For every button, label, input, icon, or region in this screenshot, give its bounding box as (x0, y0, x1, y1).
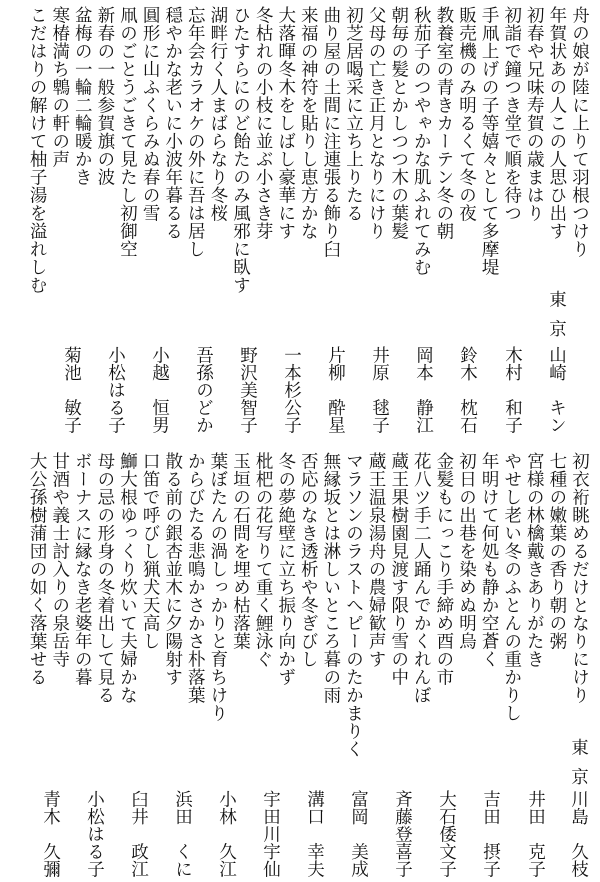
author-name: 宇田川宇仙 (260, 790, 281, 878)
author-name: 鈴木 枕石 (457, 346, 478, 434)
author-name: 大石倭文子 (436, 790, 457, 878)
haiku-line: 凧のごとうごきて見たし初御空 (117, 6, 138, 258)
haiku-line: 母の忌の形身の冬着出して見る (94, 452, 115, 704)
haiku-line: からびたる悲鳴かさかさ朴落葉 (185, 452, 206, 704)
haiku-line: 玉垣の石問を埋め枯落葉 (230, 452, 251, 650)
author-name: 青木 久彌 (40, 790, 61, 878)
haiku-line: 大落暉冬木をしばし豪華にす (275, 6, 296, 240)
haiku-line: 無縁坂とは淋しいところ暮の雨 (320, 452, 341, 704)
author-name: 山崎 キン (546, 346, 567, 434)
haiku-line: 朝毎の髪とかしつつ木の葉髪 (388, 6, 409, 240)
haiku-line: 忘年会カラオケの外に吾は居し (185, 6, 206, 258)
author-name: 小林 久江 (216, 790, 237, 878)
haiku-line: 初日の出巷を染めぬ明烏 (456, 452, 477, 650)
haiku-line: 圓形に山ふくらみぬ春の雪 (140, 6, 161, 222)
haiku-line: 初芝居喝采に立ち上りたる (343, 6, 364, 222)
author-name: 富岡 美成 (348, 790, 369, 878)
author-name: 小越 恒男 (149, 346, 170, 434)
haiku-line: 教養室の青きカーテン冬の朝 (433, 6, 454, 240)
haiku-line: 冬の夢絶壁に立ち振り向かず (275, 452, 296, 686)
haiku-line: 寒椿満ち鵯の軒の声 (49, 6, 70, 168)
haiku-line: 大公孫樹蒲団の如く落葉せる (27, 452, 48, 686)
haiku-line: 散る前の銀杏並木に夕陽射す (162, 452, 183, 686)
author-name: 井田 克子 (525, 790, 546, 878)
haiku-line: 七種の嫩葉の香り朝の粥 (546, 452, 567, 650)
author-name: 斉藤登喜子 (392, 790, 413, 878)
haiku-line: 秋茄子のつやゃかな肌ふれてみむ (411, 6, 432, 276)
haiku-line: 初詣で鐘つき堂で順を待つ (501, 6, 522, 222)
author-name: 菊池 敏子 (61, 346, 82, 434)
haiku-line: 舟の娘が陸に上りて羽根つけり (569, 6, 590, 258)
author-name: 一本杉公子 (281, 346, 302, 434)
author-name: 吉田 摂子 (480, 790, 501, 878)
haiku-line: 年賀状あの人この人思ひ出す (546, 6, 567, 240)
haiku-line: 年明けて何処も静か空蒼く (479, 452, 500, 668)
haiku-line: 鰤大根ゆっくり炊いて夫婦かな (117, 452, 138, 704)
haiku-line: ボーナスに縁なき老婆年の暮 (72, 452, 93, 686)
haiku-line: こだはりの解けて柚子湯を溢れしむ (27, 6, 48, 294)
haiku-line: 口笛で呼びし猟犬天高し (140, 452, 161, 650)
haiku-line: 初衣裄眺めるだけとなりにけり (569, 452, 590, 704)
author-name: 溝口 幸夫 (304, 790, 325, 878)
haiku-line: 新春の一般参賀旗の波 (94, 6, 115, 186)
haiku-line: 蔵王温泉湯舟の農婦歓声す (366, 452, 387, 668)
author-name: 井原 毬子 (369, 346, 390, 434)
haiku-line: 冬枯れの小枝に並ぶ小さき芽 (253, 6, 274, 240)
haiku-line: 宮様の林檎戴きありがたき (524, 452, 545, 668)
haiku-line: マラソンのラストへピーのたかまりく (343, 452, 364, 758)
haiku-line: 花八ツ手二人踊んでかくれんぼ (411, 452, 432, 704)
haiku-line: 初春や兄味寿賀の歳まはり (524, 6, 545, 222)
author-name: 片柳 酔星 (325, 346, 346, 434)
haiku-line: 販売機のみ明るくて冬の夜 (456, 6, 477, 222)
haiku-line: 父母の亡き正月となりにけり (366, 6, 387, 240)
author-name: 臼井 政江 (128, 790, 149, 878)
haiku-line: 否応のなき透析や冬ぎびし (298, 452, 319, 668)
haiku-line: 湖畔行く人まばらなり冬桜 (207, 6, 228, 222)
author-name: 野沢美智子 (237, 346, 258, 434)
haiku-line: 来福の神符を貼りし恵方かな (298, 6, 319, 240)
haiku-line: 盆梅の一輪二輪暖かき (72, 6, 93, 186)
author-name: 吾孫のどか (193, 346, 214, 434)
haiku-line: 蔵王果樹園見渡す限り雪の中 (388, 452, 409, 686)
author-name: 小松はる子 (105, 346, 126, 434)
place-label: 東京 (568, 738, 589, 797)
place-label: 東京 (546, 290, 567, 349)
haiku-line: 穏やかな老いに小波年暮るる (162, 6, 183, 240)
haiku-line: 曲り屋の土間に注連張る飾り臼 (320, 6, 341, 258)
haiku-line: 甘酒や義士討入りの泉岳寺 (49, 452, 70, 668)
haiku-line: ひたすらにのど飴たのみ風邪に臥す (230, 6, 251, 294)
author-name: 小松はる子 (84, 790, 105, 878)
author-name: 木村 和子 (502, 346, 523, 434)
author-name: 川島 久枝 (568, 790, 589, 878)
haiku-line: 金髪もにっこり手締め酉の市 (433, 452, 454, 686)
author-name: 岡本 静江 (413, 346, 434, 434)
haiku-line: 葉ぼたんの渦しっかりと育ちけり (207, 452, 228, 722)
haiku-line: やせし老い冬のふとんの重かりし (501, 452, 522, 722)
author-name: 浜田 くに (172, 790, 193, 878)
haiku-line: 手凧上げの子等嬉々として多摩堤 (479, 6, 500, 276)
haiku-line: 枇杷の花写りて重く鯉泳ぐ (253, 452, 274, 668)
